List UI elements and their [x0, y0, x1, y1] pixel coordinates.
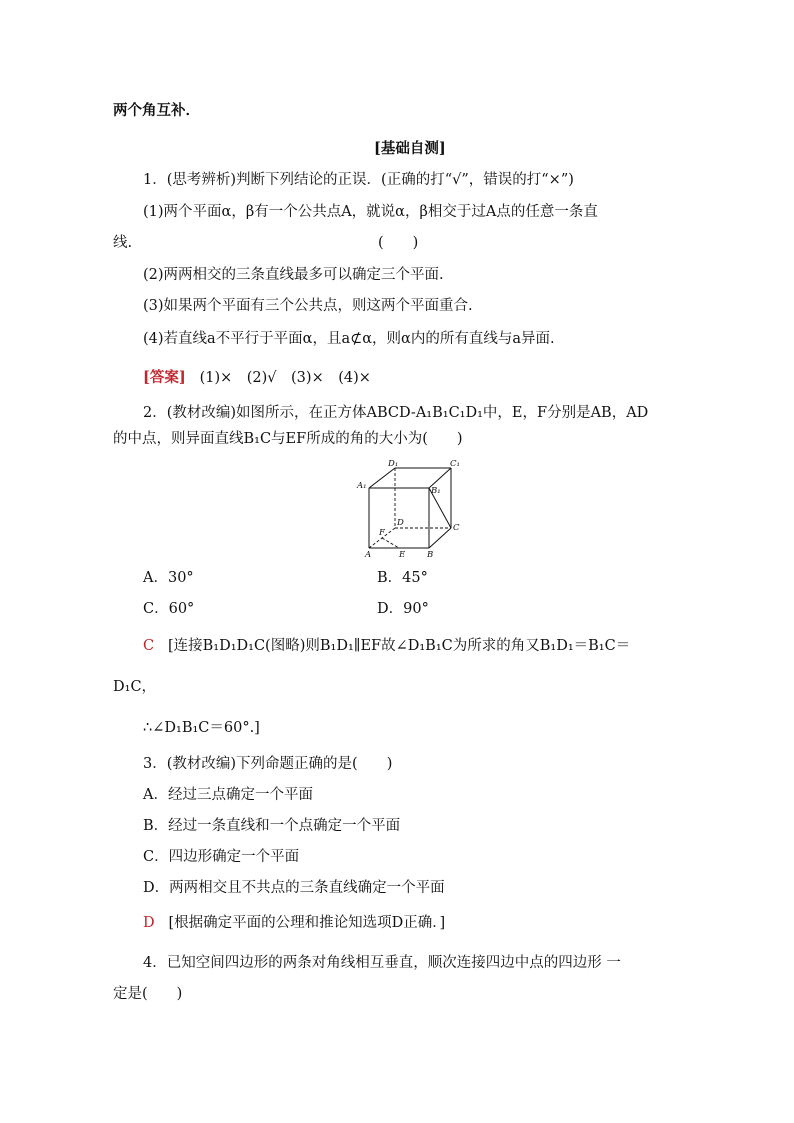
label-f: F — [379, 528, 385, 538]
q2-option-c: C．60° — [143, 601, 195, 617]
label-c: C — [453, 523, 460, 533]
q1-statement-1-cont — [113, 234, 132, 252]
label-c1: C₁ — [450, 459, 460, 469]
q3-option-b: B．经过一条直线和一个点确定一个平面 — [143, 818, 401, 834]
label-a1: A₁ — [357, 481, 367, 491]
label-b1: B₁ — [431, 486, 441, 496]
label-e: E — [399, 550, 406, 560]
q3-option-d: D．两两相交且不共点的三条直线确定一个平面 — [143, 880, 445, 896]
q1-statement-1-paren: ( ) — [378, 235, 419, 251]
q3-solution-text: [根据确定平面的公理和推论知选项D正确．] — [168, 915, 446, 931]
q3-option-a: A．经过三点确定一个平面 — [143, 787, 313, 803]
label-d1: D₁ — [388, 459, 399, 469]
q1-statement-1-line2: 线. — [113, 235, 133, 251]
answer-text: (1)× (2)√ (3)× (4)× — [199, 370, 371, 386]
q1-stem: 1．(思考辨析)判断下列结论的正误．(正确的打“√”，错误的打“×”) — [143, 172, 574, 188]
q2-answer-letter: C — [143, 638, 155, 654]
section-title: [基础自测] — [374, 140, 446, 157]
q2-option-a: A．30° — [143, 570, 194, 586]
q2-solution-line3: ∴∠D₁B₁C＝60°.] — [143, 720, 260, 736]
q3-stem: 3．(教材改编)下列命题正确的是( ) — [143, 756, 393, 772]
answer-tag: [答案] — [143, 369, 186, 386]
q2-stem-line2: 的中点，则异面直线B₁C与EF所成的角的大小为( ) — [113, 431, 463, 447]
q2-option-b: B．45° — [377, 570, 428, 586]
q2-solution-line1 — [143, 637, 630, 655]
q3-option-c: C．四边形确定一个平面 — [143, 849, 300, 865]
top-line: 两个角互补． — [113, 102, 200, 119]
q4-stem-line1: 4．已知空间四边形的两条对角线相互垂直，顺次连接四边中点的四边形 一 — [143, 955, 621, 971]
q1-statement-3: (3)如果两个平面有三个公共点，则这两个平面重合. — [143, 298, 473, 314]
cube-figure — [355, 458, 465, 560]
q4-stem-line2: 定是( ) — [113, 986, 183, 1002]
q2-stem-line1: 2．(教材改编)如图所示，在正方体ABCD-A₁B₁C₁D₁中，E，F分别是AB，AD — [143, 405, 649, 421]
q2-solution-line2: D₁C， — [113, 679, 157, 695]
label-b: B — [427, 550, 434, 560]
q1-statement-2: (2)两两相交的三条直线最多可以确定三个平面. — [143, 267, 444, 283]
q2-solution-text1: [连接B₁D₁D₁C(图略)则B₁D₁∥EF故∠D₁B₁C为所求的角又B₁D₁＝B₁C＝ — [167, 638, 631, 654]
q2-option-d: D．90° — [377, 601, 429, 617]
q1-statement-1: (1)两个平面α，β有一个公共点A，就说α，β相交于过A点的任意一条直 — [143, 204, 598, 220]
q3-solution — [143, 914, 445, 932]
label-d: D — [397, 518, 404, 528]
q3-answer-letter: D — [143, 915, 155, 931]
label-a: A — [365, 550, 372, 560]
q1-statement-4: (4)若直线a不平行于平面α，且a⊄α，则α内的所有直线与a异面. — [143, 331, 555, 347]
q1-answer — [143, 369, 371, 387]
